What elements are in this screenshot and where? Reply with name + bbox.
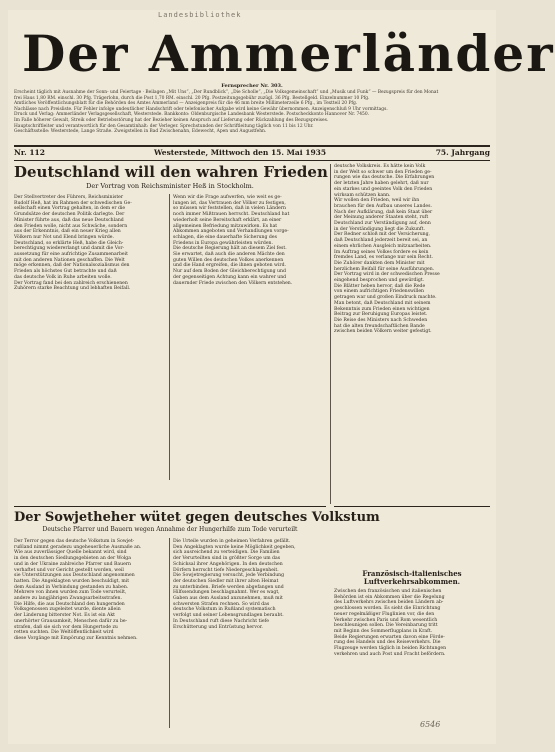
info-line: Hauptschriftleiter und verantwortlich für den Gesamtinhalt: der Verleger. Sprechstunden der Schriftleitung täglich von 11 bis 12 Uhr. xyxy=(14,123,314,129)
text-line: Völkern nur Not und Elend bringen würde. xyxy=(14,234,114,240)
text-line: der Verurteilten sind in größter Sorge um das xyxy=(173,556,281,562)
text-line: Beide Regierungen erwarten davon eine Förde- xyxy=(334,634,445,640)
franco-italian-headline: Französisch-italienisches Luftverkehrsabkommen. xyxy=(362,569,462,586)
text-line: in den deutschen Siedlungsgebieten an der Wolga xyxy=(14,556,131,562)
info-line: Geschäftsstelle: Westerstede, Lange Straße. Zweigstellen in Bad Zwischenahn, Edewecht, Apen und Augustfehn. xyxy=(14,129,267,135)
text-line: von einem aufrichtigen Friedenswillen xyxy=(334,289,425,295)
page-number: 6546 xyxy=(420,720,441,729)
text-line: rung des Handels und des Reiseverkehrs. Die xyxy=(334,640,441,646)
text-line: allgemeinen Befriedung mitzuwirken. Es hat xyxy=(173,223,278,229)
text-line: Behörden ist ein Abkommen über die Regelung xyxy=(334,594,445,600)
text-line: Minister führte aus, daß das neue Deutschland xyxy=(14,217,124,223)
masthead: Der Ammerländer xyxy=(22,24,555,83)
text-line: Nach der Aufklärung, daß kein Staat über xyxy=(334,209,433,215)
text-line: Abkommen angeboten und Verhandlungen vorge- xyxy=(173,229,289,235)
text-line: noch immer Mißtrauen herrscht. Deutschland hat xyxy=(173,212,290,218)
text-line: und in der Ukraine zahlreiche Pfarrer und Bauern xyxy=(14,561,131,567)
text-line: und die Hand ergreifen, die ihnen geboten wird. xyxy=(173,263,287,269)
text-line: deutsche Volkskreis. Es hätte kein Volk xyxy=(334,164,426,169)
divider xyxy=(334,506,490,507)
text-line: Wenn wir die Frage aufwerfen, wie weit es ge- xyxy=(173,195,282,200)
dateline xyxy=(14,147,490,159)
text-line: Zwischen den französischen und italienischen xyxy=(334,589,442,594)
main-headline: Deutschland will den wahren Frieden xyxy=(14,163,328,181)
text-line: deutsche Volkstum in Rußland systematisch xyxy=(173,607,276,613)
info-line: Erscheint täglich mit Ausnahme der Sonn- und Feiertage · Beilagen „Mit Uns“, „Der Rundblick“, „Die Scholle“, „Die Volksgemeinschaft“ und „Musik und Funk“ — Bezugspreis für den Monat xyxy=(14,90,439,95)
text-line: zwischen beiden Völkern weiter gefestigt. xyxy=(334,329,432,335)
text-line: verkehren und auch Post und Fracht befördern. xyxy=(334,651,446,657)
text-line: In Deutschland ruft diese Nachricht tiefe xyxy=(173,618,269,624)
text-line: diese Vorgänge mit Empörung zur Kenntnis nehmen. xyxy=(14,635,138,641)
info-line: Amtliches Veröffentlichungsblatt für die Behörden des Amtes Ammerland — Anzeigenpreis für die 46 mm breite Millimeterzeile 6 Pfg., im Textteil 20 Pfg. xyxy=(14,101,358,107)
text-line: Der Vortrag fand bei den zahlreich erschienenen xyxy=(14,280,128,286)
text-line: Flugzeuge werden täglich in beiden Richtungen xyxy=(334,646,447,652)
text-line: Rudolf Heß, hat im Rahmen der schwedischen Ge- xyxy=(14,200,132,206)
text-line: aus der Erkenntnis, daß ein neuer Krieg allen xyxy=(14,229,121,235)
text-line: geschlossen worden. Es sieht die Einrichtung xyxy=(334,606,441,612)
text-line: Verkehr zwischen Paris und Rom wesentlich xyxy=(334,617,438,623)
text-line: Die Blätter heben hervor, daß die Rede xyxy=(334,283,426,289)
text-line: Der Stellvertreter des Führers, Reichsminister xyxy=(14,195,124,200)
text-line: andere zu langjährigen Zwangsarbeitsstrafen. xyxy=(14,596,122,602)
text-line: der letzten Jahre haben gelehrt, daß nur xyxy=(334,181,429,187)
text-line: möge erkennen, daß der Nationalsozialismus den xyxy=(14,263,130,269)
issue-number: Nr. 112 xyxy=(14,148,45,157)
text-line: wirksam schützen kann. xyxy=(334,192,391,198)
text-line: Der Vortrag wird in der schwedischen Presse xyxy=(334,272,440,278)
soviet-article xyxy=(14,510,380,735)
text-line: Frieden als höchstes Gut betrachte und daß xyxy=(14,269,117,275)
place-and-date: Westerstede, Mittwoch den 15. Mai 1935 xyxy=(154,148,327,157)
text-line: schwersten Strafen rechnen. So wird das xyxy=(173,601,270,607)
info-line: Druck und Verlag: Ammerländer Verlagsgesellschaft, Westerstede. Bankkonto: Oldenburgische Landesbank Westerstede. Postscheckkonto Hannover Nr. 7450. xyxy=(14,112,370,118)
text-line: schlagen, die eine dauerhafte Sicherung des xyxy=(173,234,277,240)
column-separator xyxy=(330,164,331,504)
soviet-column-1 xyxy=(14,539,166,642)
info-line: Nachlässe nach Preisliste. Für Fehler infolge undeutlicher Handschrift oder telefonischer Aufgabe wird keine Gewähr übernommen. Anzeigenschluß 9 Uhr vormittags. xyxy=(14,106,388,112)
text-line: Dörfern herrscht tiefe Niedergeschlagenheit. xyxy=(173,567,279,573)
text-line: mit den anderen Nationen geschaffen. Die Welt xyxy=(14,257,125,263)
text-line: der Linderung bitterster Not. Es ist ein Akt xyxy=(14,613,115,619)
text-line: strafen, daß sie sich vor dem Hungertode zu xyxy=(14,624,118,630)
text-line: Bekenntnis zum Frieden einen wichtigen xyxy=(334,306,430,312)
volume-number: 75. Jahrgang xyxy=(435,148,490,157)
text-line: Wir wollen den Frieden, weil wir ihn xyxy=(334,198,420,204)
text-line: neuer regelmäßiger Fluglinien vor, die den xyxy=(334,611,435,617)
text-line: Nur auf dem Boden der Gleichberechtigung und xyxy=(173,269,286,275)
text-line: berechtigung wiedererlangt und damit die Vor- xyxy=(14,246,125,252)
text-line: dem Ausland in Verbindung gestanden zu haben. xyxy=(14,584,129,590)
text-line: dauernder Friede zwischen den Völkern entstehen. xyxy=(173,280,293,286)
text-line: Im Auftrag seines Volkes fordere es kein xyxy=(334,249,429,255)
text-line: Man betont, daß Deutschland mit seinem xyxy=(334,300,431,306)
newspaper-page xyxy=(8,10,555,744)
text-line: Die Reise des Ministers nach Schweden xyxy=(334,317,428,323)
text-line: das deutsche Volk in Ruhe arbeiten wolle. xyxy=(14,274,112,280)
soviet-subhead: Deutsche Pfarrer und Bauern wegen Annahme der Hungerhilfe zum Tode verurteilt xyxy=(42,526,298,533)
right-article xyxy=(334,164,490,499)
text-line: ein starkes und geeintes Volk den Frieden xyxy=(334,186,433,192)
text-line: Deutschland, so erklärte Heß, habe die Gleich- xyxy=(14,240,124,246)
text-line: sellschaft einen Vortrag gehalten, in dem er die xyxy=(14,206,126,212)
text-line: Sie erwartet, daß auch die anderen Mächte den xyxy=(173,252,285,258)
text-line: hat die alten freundschaftlichen Bande xyxy=(334,323,425,329)
text-line: Die Urteile wurden in geheimen Verfahren gefällt. xyxy=(173,539,291,544)
library-stamp: Landesbibliothek xyxy=(158,11,242,19)
text-line: verfolgt und seiner Lebensgrundlagen beraubt. xyxy=(173,613,284,619)
text-line: fremdes Land, es verlange nur sein Recht. xyxy=(334,255,433,261)
text-line: zu unterbinden. Briefe werden abgefangen und xyxy=(173,584,284,590)
text-line: retten suchten. Die Weltöffentlichkeit wird xyxy=(14,630,114,636)
text-line: des Luftverkehrs zwischen beiden Ländern ab- xyxy=(334,600,444,606)
text-line: Volksgenossen zugeleitet wurde, diente allein xyxy=(14,607,121,613)
text-line: getragen war und großen Eindruck machte. xyxy=(334,295,437,301)
text-line: Der Redner schloß mit der Versicherung, xyxy=(334,232,431,238)
text-line: der gegenseitigen Achtung kann ein wahrer und xyxy=(173,274,287,280)
text-line: daß Deutschland jederzeit bereit sei, an xyxy=(334,238,428,244)
main-column-1 xyxy=(14,195,166,292)
text-line: verhaftet und vor Gericht gestellt worden, weil xyxy=(14,567,124,573)
text-line: rungen wie das deutsche. Die Erfahrungen xyxy=(334,175,435,181)
text-line: in der Verständigung liegt die Zukunft. xyxy=(334,226,425,232)
text-line: der Meinung anderer Staaten steht, ruft xyxy=(334,215,429,221)
text-line: beschleunigen sollen. Die Vereinbarung tritt xyxy=(334,623,438,629)
text-line: der deutschen Siedler mit ihrer alten Heimat xyxy=(173,578,279,584)
column-separator xyxy=(169,194,170,480)
text-line: Beitrag zur Beruhigung Europas leistet. xyxy=(334,312,428,318)
text-line: aussetzung für eine aufrichtige Zusammenarbeit xyxy=(14,252,128,258)
text-line: so müssen wir feststellen, daß in vielen Ländern xyxy=(173,206,286,212)
text-line: Deutschland zur Verständigung auf, denn xyxy=(334,221,431,227)
franco-italian-text xyxy=(334,589,490,657)
text-line: Mehrere von ihnen wurden zum Tode verurteilt, xyxy=(14,590,127,596)
text-line: Der Terror gegen das deutsche Volkstum in Sowjet- xyxy=(14,539,135,544)
main-column-2 xyxy=(173,195,325,286)
divider xyxy=(14,506,326,507)
publication-info xyxy=(14,90,492,140)
text-line: sie Unterstützungen aus Deutschland angenommen xyxy=(14,573,135,579)
text-line: Gaben aus dem Ausland anzunehmen, muß mit xyxy=(173,596,283,602)
text-line: wiederholt seine Bereitschaft erklärt, an einer xyxy=(173,217,282,223)
text-line: Friedens in Europa gewährleisten würden. xyxy=(173,240,273,246)
text-line: Die Zuhörer dankten dem Minister mit xyxy=(334,260,425,266)
text-line: unerhörter Grausamkeit, Menschen dafür zu be- xyxy=(14,618,128,624)
franco-italian-article xyxy=(334,570,490,720)
text-line: Grundsätze der deutschen Politik darlegte. Der xyxy=(14,212,125,218)
phone-number: Fernsprecher Nr. 303. xyxy=(221,83,283,89)
text-line: Schicksal ihrer Angehörigen. In den deutschen xyxy=(173,561,283,567)
text-line: Die deutsche Regierung hält an diesem Ziel fest. xyxy=(173,246,287,252)
text-line: Die Hilfe, die aus Deutschland den hungernden xyxy=(14,601,125,607)
soviet-column-2 xyxy=(173,539,325,630)
column-separator xyxy=(169,538,170,728)
text-line: hatten. Die Angeklagten wurden beschuldigt, mit xyxy=(14,578,130,584)
text-line: Den Angeklagten wurde keine Möglichkeit gegeben, xyxy=(173,544,296,550)
text-line: brauchen für den Aufbau unseres Landes. xyxy=(334,203,432,209)
right-article-text xyxy=(334,164,490,335)
text-line: rußland nimmt geradezu ungeheuerliche Ausmaße an. xyxy=(14,544,142,550)
text-line: Wie aus zuverlässiger Quelle bekannt wird, sind xyxy=(14,550,127,556)
text-line: in der Welt so schwer um den Frieden ge- xyxy=(334,169,432,175)
divider xyxy=(14,160,490,161)
text-line: Zuhörern starke Beachtung und lebhaften Beifall. xyxy=(14,286,131,292)
text-line: Erschütterung und Entrüstung hervor. xyxy=(173,624,263,630)
text-line: herzlichem Beifall für seine Ausführungen. xyxy=(334,266,435,272)
text-line: guten Willen des deutschen Volkes anerkennen xyxy=(173,257,284,263)
soviet-headline: Der Sowjetheher wütet gegen deutsches Volkstum xyxy=(14,510,380,525)
main-subhead: Der Vortrag von Reichsminister Heß in Stockholm. xyxy=(86,182,254,190)
text-line: eingehend besprochen und gewürdigt. xyxy=(334,278,425,284)
text-line: Die Sowjetregierung versucht, jede Verbindung xyxy=(173,573,285,579)
text-line: mit Beginn des Sommerflugplans in Kraft. xyxy=(334,628,433,634)
info-line: Im Falle höherer Gewalt, Streik oder Betriebsstörung hat der Bezieher keinen Anspruch auf Lieferung oder Rückzahlung des Bezugspreises. xyxy=(14,117,329,123)
text-line: den Frieden wolle, nicht aus Schwäche, sondern xyxy=(14,223,128,229)
text-line: Hilfssendungen beschlagnahmt. Wer es wagt, xyxy=(173,590,280,596)
main-article xyxy=(14,164,326,484)
text-line: sich ausreichend zu verteidigen. Die Familien xyxy=(173,550,280,556)
text-line: lungen ist, das Vertrauen der Völker zu festigen, xyxy=(173,200,286,206)
info-line: frei Haus 1,80 RM. einschl. 30 Pfg. Trägerlohn, durch die Post 1,70 RM. einschl. 20 Pfg. Postzeitungsgebühr zuzügl. 36 Pfg. Bestellgeld. Einzelnummer 10 Pfg. xyxy=(14,95,370,101)
text-line: einem ehrlichen Ausgleich mitzuarbeiten. xyxy=(334,243,432,249)
